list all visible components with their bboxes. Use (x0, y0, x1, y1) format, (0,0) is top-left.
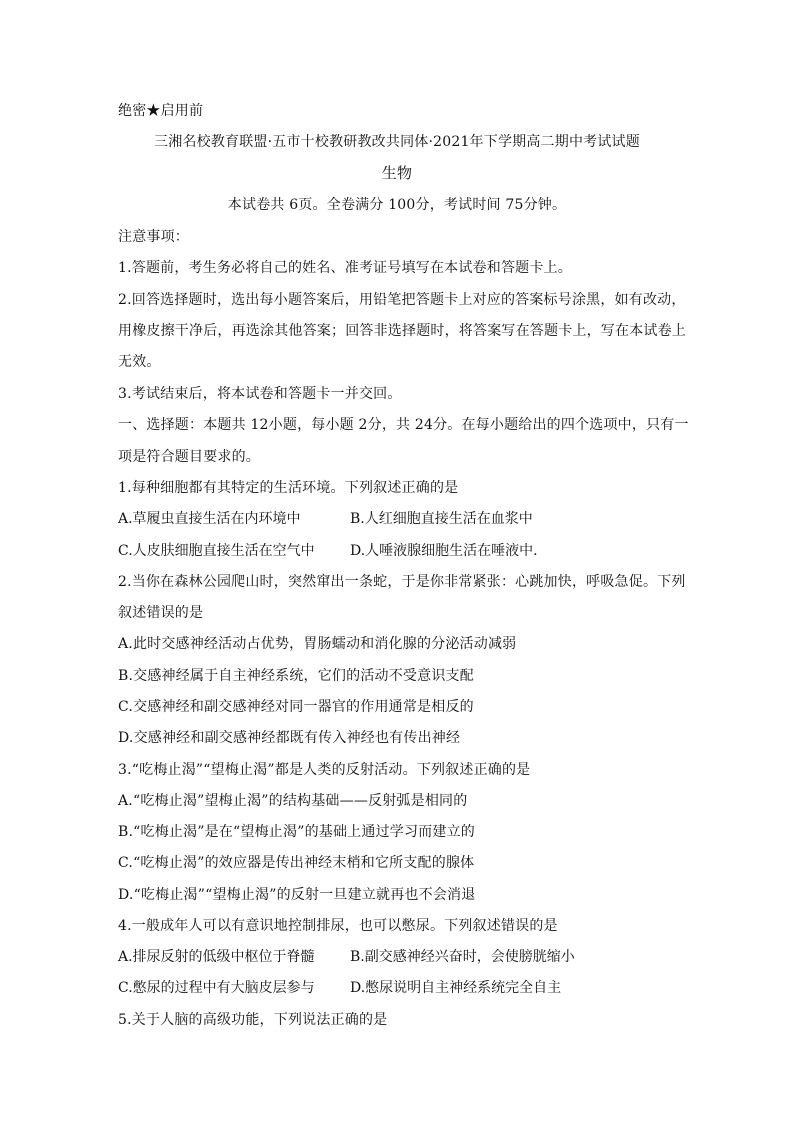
question-3-stem: 3.“吃梅止渴”“望梅止渴”都是人类的反射活动。下列叙述正确的是 (118, 762, 531, 778)
question-4-option-d: D.憋尿说明自主神经系统完全自主 (350, 980, 562, 996)
question-4-option-b: B.副交感神经兴奋时，会使膀胱缩小 (350, 949, 575, 965)
question-4-option-c: C.憋尿的过程中有大脑皮层参与 (118, 980, 315, 996)
note-item-1: 1.答题前，考生务必将自己的姓名、准考证号填写在本试卷和答题卡上。 (118, 260, 572, 276)
note-item-2-line-3: 无效。 (118, 354, 161, 370)
question-2-option-c: C.交感神经和副交感神经对同一器官的作用通常是相反的 (118, 699, 474, 715)
question-1-option-d: D.人唾液腺细胞生活在唾液中. (350, 543, 538, 559)
question-1-option-c: C.人皮肤细胞直接生活在空气中 (118, 543, 315, 559)
subject-title: 生物 (381, 164, 413, 182)
section-1-line-2: 项是符合题目要求的。 (118, 449, 260, 465)
question-3-option-c: C.“吃梅止渴”的效应器是传出神经末梢和它所支配的腺体 (118, 855, 475, 871)
question-1-stem: 1.每种细胞都有其特定的生活环境。下列叙述正确的是 (118, 480, 459, 496)
question-4-option-a: A.排尿反射的低级中枢位于脊髓 (118, 949, 315, 965)
question-2-stem-line-1: 2.当你在森林公园爬山时，突然窜出一条蛇，于是你非常紧张：心跳加快，呼吸急促。下列 (118, 574, 686, 590)
question-3-option-d: D.“吃梅止渴”“望梅止渴”的反射一旦建立就再也不会消退 (118, 887, 476, 903)
section-1-line-1: 一、选择题：本题共 12小题，每小题 2分，共 24分。在每小题给出的四个选项中，只有一 (118, 417, 689, 433)
notes-heading: 注意事项： (118, 229, 189, 245)
note-item-3: 3.考试结束后，将本试卷和答题卡一并交回。 (118, 386, 402, 402)
question-2-option-a: A.此时交感神经活动占优势，胃肠蠕动和消化腺的分泌活动减弱 (118, 636, 517, 652)
exam-info: 本试卷共 6页。全卷满分 100分，考试时间 75分钟。 (227, 197, 567, 213)
note-item-2-line-2: 用橡皮擦干净后，再选涂其他答案；回答非选择题时，将答案写在答题卡上，写在本试卷上 (118, 323, 686, 339)
secret-mark: 绝密★启用前 (118, 103, 204, 119)
question-5-stem: 5.关于人脑的高级功能，下列说法正确的是 (118, 1012, 388, 1028)
question-2-option-b: B.交感神经属于自主神经系统，它们的活动不受意识支配 (118, 668, 474, 684)
exam-title: 三湘名校教育联盟·五市十校教研教改共同体·2021年下学期高二期中考试试题 (154, 134, 640, 150)
question-1-option-a: A.草履虫直接生活在内环境中 (118, 511, 301, 527)
question-3-option-b: B.“吃梅止渴”是在“望梅止渴”的基础上通过学习而建立的 (118, 824, 475, 840)
note-item-2-line-1: 2.回答选择题时，选出每小题答案后，用铅笔把答题卡上对应的答案标号涂黑，如有改动， (118, 292, 686, 308)
question-4-stem: 4.一般成年人可以有意识地控制排尿，也可以憋尿。下列叙述错误的是 (118, 918, 558, 934)
question-2-option-d: D.交感神经和副交感神经都既有传入神经也有传出神经 (118, 730, 461, 746)
question-3-option-a: A.“吃梅止渴”望梅止渴”的结构基础——反射弧是相同的 (118, 793, 468, 809)
question-2-stem-line-2: 叙述错误的是 (118, 605, 204, 621)
question-1-option-b: B.人红细胞直接生活在血浆中 (350, 511, 533, 527)
